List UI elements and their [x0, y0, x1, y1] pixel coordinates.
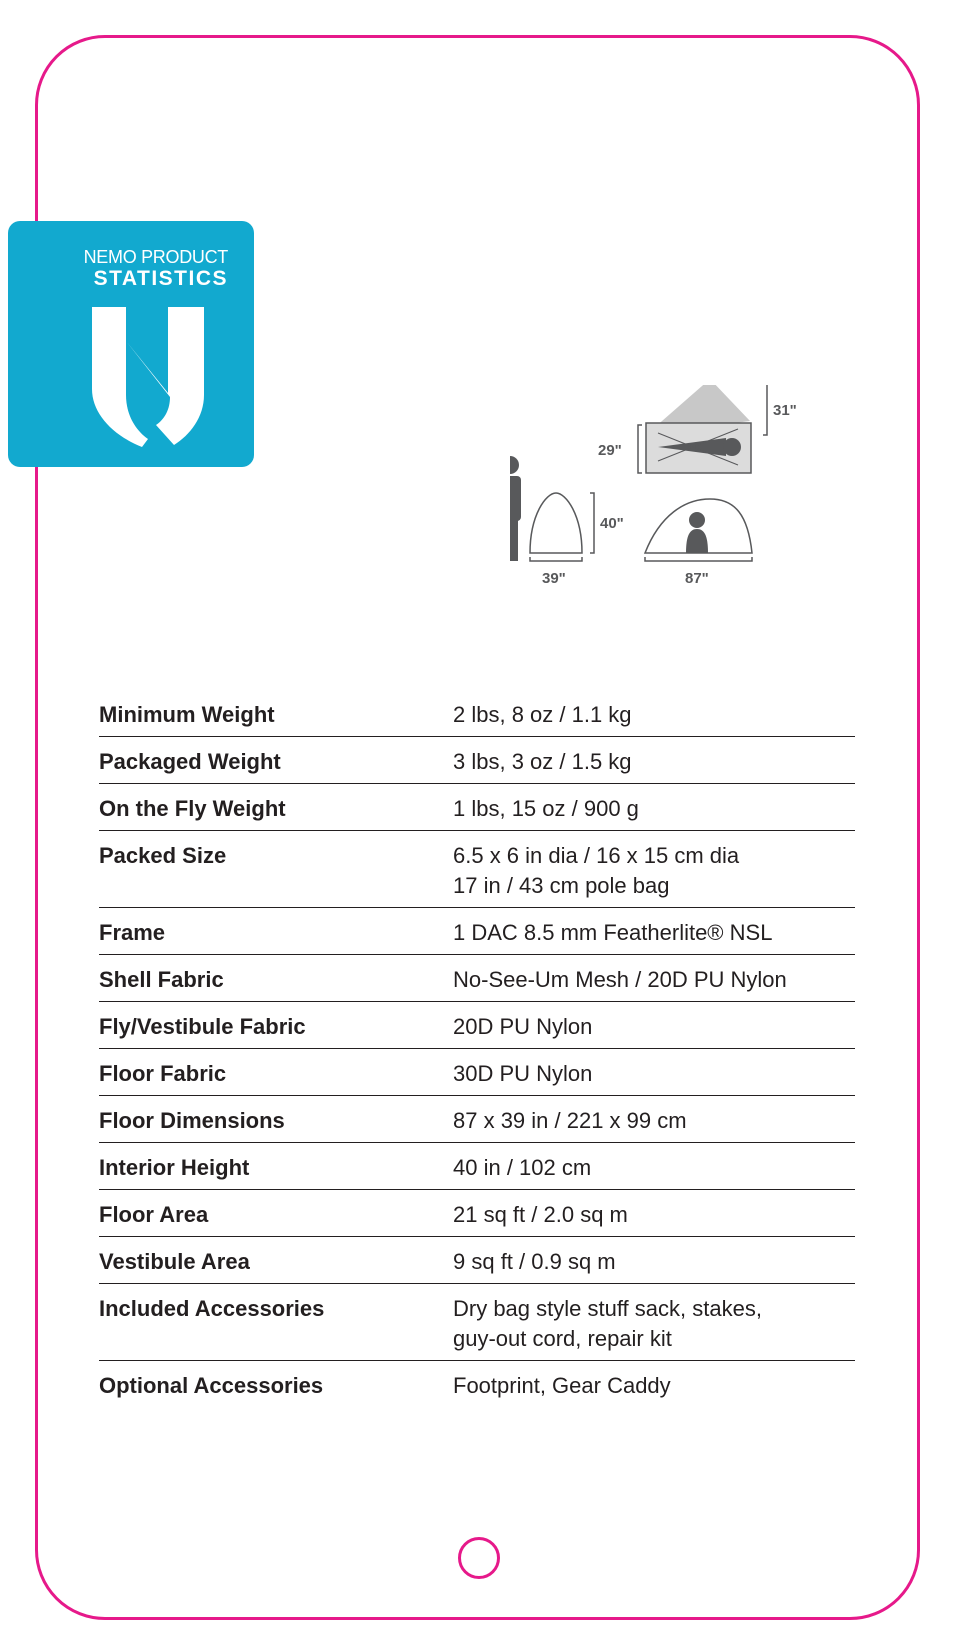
- width-bracket: [530, 557, 582, 561]
- home-button[interactable]: [458, 1537, 500, 1579]
- spec-value-line: 1 lbs, 15 oz / 900 g: [453, 796, 639, 821]
- spec-value: [453, 1371, 855, 1401]
- spec-label: Frame: [99, 920, 166, 945]
- spec-value: [453, 965, 855, 995]
- spec-value-line: 17 in / 43 cm pole bag: [453, 873, 670, 898]
- spec-label: Packed Size: [99, 843, 227, 868]
- body-height-label: 29": [598, 442, 622, 459]
- fly-height-label: 31": [773, 402, 797, 419]
- spec-row: [99, 1002, 855, 1049]
- spec-table: [99, 690, 855, 1407]
- spec-value: [453, 1200, 855, 1230]
- spec-value: [453, 1106, 855, 1136]
- spec-label: Shell Fabric: [99, 967, 224, 992]
- spec-row: [99, 831, 855, 908]
- spec-value: [453, 841, 855, 901]
- spec-label: Vestibule Area: [99, 1249, 250, 1274]
- spec-label: Floor Area: [99, 1202, 209, 1227]
- spec-value: [453, 1059, 855, 1089]
- spec-label: Optional Accessories: [99, 1373, 324, 1398]
- spec-value: [453, 1153, 855, 1183]
- length-bracket: [645, 557, 752, 561]
- spec-value: [453, 918, 855, 948]
- spec-row: [99, 1237, 855, 1284]
- spec-value-line: 30D PU Nylon: [453, 1061, 593, 1086]
- spec-label: Interior Height: [99, 1155, 250, 1180]
- spec-row: [99, 1096, 855, 1143]
- nemo-shield-logo-icon: [86, 301, 218, 451]
- fly-height-bracket: [763, 385, 767, 435]
- spec-label: On the Fly Weight: [99, 796, 286, 821]
- spec-value-line: 3 lbs, 3 oz / 1.5 kg: [453, 749, 632, 774]
- spec-value: [453, 747, 855, 777]
- badge-title-line2: STATISTICS: [93, 267, 228, 290]
- tent-end-profile: [530, 493, 582, 553]
- interior-height-bracket: [590, 493, 594, 553]
- spec-label: Minimum Weight: [99, 702, 275, 727]
- spec-label: Packaged Weight: [99, 749, 281, 774]
- tent-dimension-diagram: [510, 385, 850, 615]
- spec-row: [99, 737, 855, 784]
- spec-value: [453, 794, 855, 824]
- length-label: 87": [685, 570, 709, 587]
- spec-value-line: 21 sq ft / 2.0 sq m: [453, 1202, 628, 1227]
- spec-row: [99, 1361, 855, 1407]
- spec-value: [453, 700, 855, 730]
- spec-value-line: 9 sq ft / 0.9 sq m: [453, 1249, 616, 1274]
- nemo-product-statistics-badge: [8, 221, 254, 467]
- spec-row: [99, 908, 855, 955]
- spec-label: Floor Dimensions: [99, 1108, 285, 1133]
- body-height-bracket: [638, 425, 642, 473]
- spec-value-line: 87 x 39 in / 221 x 99 cm: [453, 1108, 687, 1133]
- spec-label: Floor Fabric: [99, 1061, 227, 1086]
- spec-row: [99, 1049, 855, 1096]
- spec-value-line: Dry bag style stuff sack, stakes,: [453, 1296, 762, 1321]
- spec-value-line: 2 lbs, 8 oz / 1.1 kg: [453, 702, 632, 727]
- spec-label: Fly/Vestibule Fabric: [99, 1014, 306, 1039]
- spec-value: [453, 1247, 855, 1277]
- spec-row: [99, 955, 855, 1002]
- interior-height-label: 40": [600, 515, 624, 532]
- badge-title-line1: NEMO PRODUCT: [83, 247, 228, 267]
- spec-row: [99, 784, 855, 831]
- spec-value-line: Footprint, Gear Caddy: [453, 1373, 671, 1398]
- spec-label: Included Accessories: [99, 1296, 325, 1321]
- spec-row: [99, 690, 855, 737]
- spec-value-line: 1 DAC 8.5 mm Featherlite® NSL: [453, 920, 773, 945]
- person-silhouette-icon: [510, 456, 521, 561]
- spec-value: [453, 1294, 855, 1354]
- spec-row: [99, 1190, 855, 1237]
- spec-value-line: guy-out cord, repair kit: [453, 1326, 672, 1351]
- spec-value-line: No-See-Um Mesh / 20D PU Nylon: [453, 967, 787, 992]
- spec-value: [453, 1012, 855, 1042]
- spec-value-line: 6.5 x 6 in dia / 16 x 15 cm dia: [453, 843, 740, 868]
- spec-value-line: 40 in / 102 cm: [453, 1155, 592, 1180]
- width-label: 39": [542, 570, 566, 587]
- spec-value-line: 20D PU Nylon: [453, 1014, 593, 1039]
- spec-row: [99, 1143, 855, 1190]
- spec-row: [99, 1284, 855, 1361]
